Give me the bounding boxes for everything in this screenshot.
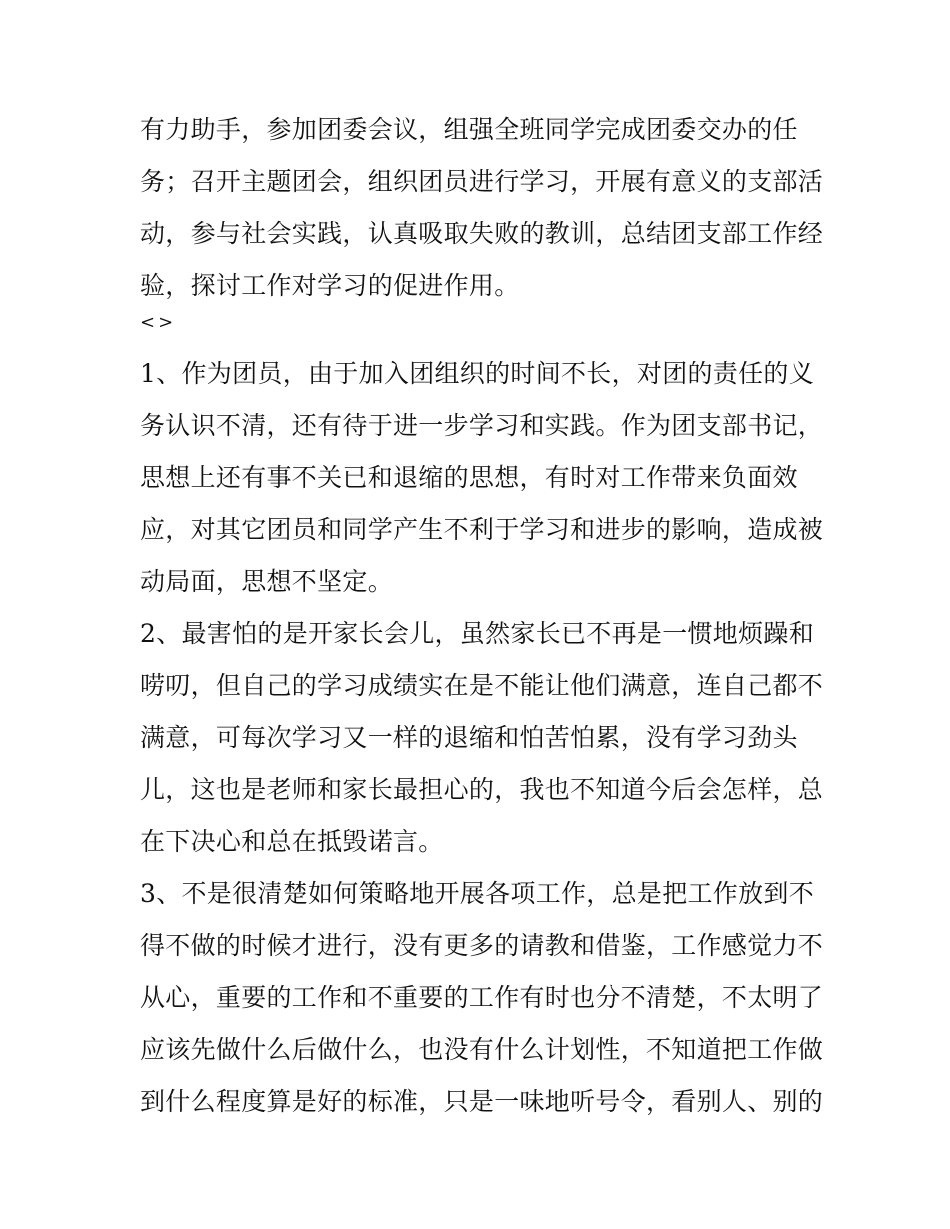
text-line: 动局面，思想不坚定。 [140,567,394,596]
text-line: 满意，可每次学习又一样的退缩和怕苦怕累，没有学习劲头 [140,723,798,752]
text-line: 务；召开主题团会，组织团员进行学习，开展有意义的支部活 [140,167,824,196]
text-line: 应，对其它团员和同学产生不利于学习和进步的影响，造成被 [140,515,824,544]
text-line: 2、最害怕的是开家长会儿，虽然家长已不再是一惯地烦躁和 [140,619,815,648]
text-line: 1、作为团员，由于加入团组织的时间不长，对团的责任的义 [140,359,815,388]
text-line: 得不做的时候才进行，没有更多的请教和借鉴，工作感觉力不 [140,931,824,960]
text-line: 思想上还有事不关已和退缩的思想，有时对工作带来负面效 [140,463,798,492]
text-line: 有力助手，参加团委会议，组强全班同学完成团委交办的任 [140,115,798,144]
text-line: 应该先做什么后做什么，也没有什么计划性，不知道把工作做 [140,1035,824,1064]
text-line: 务认识不清，还有待于进一步学习和实践。作为团支部书记， [140,411,824,440]
text-line: 在下决心和总在抵毁诺言。 [140,827,444,856]
placeholder-marker: <> [140,312,177,333]
document-body [140,104,830,1128]
text-line: 验，探讨工作对学习的促进作用。 [140,271,520,300]
text-line: 唠叨，但自己的学习成绩实在是不能让他们满意，连自己都不 [140,671,824,700]
text-line: 3、不是很清楚如何策略地开展各项工作，总是把工作放到不 [140,879,815,908]
text-line: 到什么程度算是好的标准，只是一味地听号令，看别人、别的 [140,1087,824,1116]
text-line: 动，参与社会实践，认真吸取失败的教训，总结团支部工作经 [140,219,824,248]
text-line: 从心，重要的工作和不重要的工作有时也分不清楚，不太明了 [140,983,824,1012]
text-line: 儿，这也是老师和家长最担心的，我也不知道今后会怎样，总 [140,775,824,804]
